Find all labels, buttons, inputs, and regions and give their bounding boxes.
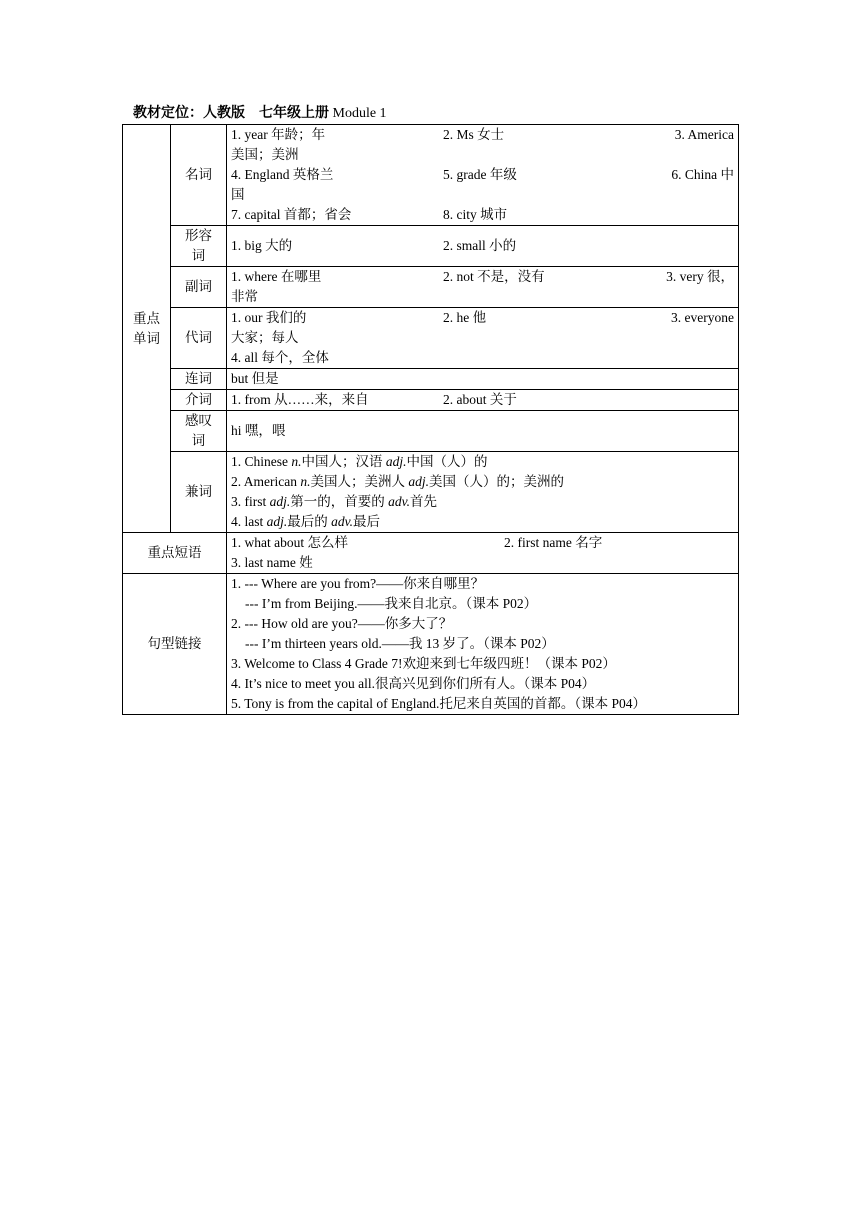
adj-category: 形容词 — [171, 226, 227, 267]
prep-category: 介词 — [171, 390, 227, 411]
sentence-line: 1. --- Where are you from?——你来自哪里？ — [231, 576, 485, 591]
interj-category: 感叹词 — [171, 411, 227, 452]
conj-category: 连词 — [171, 369, 227, 390]
noun-item: 4. England 英格兰 — [231, 167, 334, 182]
phrases-row — [123, 533, 739, 574]
phrase-item: 3. last name 姓 — [231, 555, 313, 570]
pron-item: 4. all 每个，全体 — [231, 350, 329, 365]
prep-item: 2. about 关于 — [443, 392, 517, 407]
document-header — [133, 104, 387, 124]
adj-item: 1. big 大的 — [231, 238, 293, 253]
adv-item: 1. where 在哪里 — [231, 269, 322, 284]
nouns-line-1 — [231, 125, 734, 145]
multi-cell — [227, 452, 739, 533]
adj-item: 2. small 小的 — [443, 238, 517, 253]
noun-item: 6. China 中 — [671, 167, 734, 182]
noun-item: 7. capital 首都；省会 — [231, 207, 352, 222]
vocab-label: 重点单词 — [123, 125, 171, 533]
interj-row — [123, 411, 739, 452]
noun-item-wrap: 国 — [231, 187, 245, 202]
adv-row — [123, 267, 739, 308]
pron-item: 3. everyone — [671, 310, 734, 325]
multi-item: 3. first adj.第一的，首要的 adv.首先 — [231, 494, 438, 509]
phrase-item: 1. what about 怎么样 — [231, 535, 348, 550]
phrases-cell — [227, 533, 739, 574]
conj-row — [123, 369, 739, 390]
sentence-line: 3. Welcome to Class 4 Grade 7!欢迎来到七年级四班！（课本 P02） — [231, 656, 616, 671]
pron-item-wrap: 大家；每人 — [231, 330, 299, 345]
multi-item: 4. last adj.最后的 adv.最后 — [231, 514, 381, 529]
pron-category: 代词 — [171, 308, 227, 369]
nouns-category: 名词 — [171, 125, 227, 226]
header-textbook-info: 教材定位：人教版 七年级上册 — [133, 106, 329, 121]
sentences-label: 句型链接 — [123, 574, 227, 715]
pron-item: 2. he 他 — [443, 310, 487, 325]
multi-row — [123, 452, 739, 533]
adv-item-wrap: 非常 — [231, 289, 258, 304]
vocab-table — [122, 124, 739, 715]
noun-item: 8. city 城市 — [443, 207, 508, 222]
adj-row — [123, 226, 739, 267]
noun-item: 1. year 年龄；年 — [231, 127, 326, 142]
nouns-row — [123, 125, 739, 226]
header-module: Module 1 — [332, 106, 387, 121]
pron-cell — [227, 308, 739, 369]
noun-item: 3. America — [674, 127, 734, 142]
prep-row — [123, 390, 739, 411]
interj-item: hi 嘿，喂 — [227, 411, 739, 452]
nouns-line-2 — [231, 165, 734, 185]
adj-cell — [227, 226, 739, 267]
multi-item: 2. American n.美国人；美洲人 adj.美国（人）的；美洲的 — [231, 474, 564, 489]
sentence-line: 4. It’s nice to meet you all.很高兴见到你们所有人。（课本 P04） — [231, 676, 596, 691]
sentences-cell — [227, 574, 739, 715]
sentence-line: --- I’m thirteen years old.——我 13 岁了。（课本 P02） — [245, 636, 555, 651]
sentence-line: 2. --- How old are you?——你多大了？ — [231, 616, 453, 631]
conj-item: but 但是 — [227, 369, 739, 390]
sentence-line: 5. Tony is from the capital of England.托尼来自英国的首都。（课本 P04） — [231, 696, 647, 711]
nouns-line-3 — [231, 205, 734, 225]
sentence-line: --- I’m from Beijing.——我来自北京。（课本 P02） — [245, 596, 538, 611]
adv-category: 副词 — [171, 267, 227, 308]
noun-item: 2. Ms 女士 — [443, 127, 505, 142]
multi-item: 1. Chinese n.中国人；汉语 adj.中国（人）的 — [231, 454, 488, 469]
phrases-label: 重点短语 — [123, 533, 227, 574]
pron-item: 1. our 我们的 — [231, 310, 307, 325]
prep-item: 1. from 从……来，来自 — [231, 392, 369, 407]
phrase-item: 2. first name 名字 — [504, 535, 603, 550]
pron-row — [123, 308, 739, 369]
adv-item: 2. not 不是，没有 — [443, 269, 545, 284]
adv-cell — [227, 267, 739, 308]
multi-category: 兼词 — [171, 452, 227, 533]
noun-item: 5. grade 年级 — [443, 167, 517, 182]
prep-cell — [227, 390, 739, 411]
noun-item — [655, 205, 734, 225]
adv-item: 3. very 很， — [666, 269, 734, 284]
nouns-cell — [227, 125, 739, 226]
sentences-row — [123, 574, 739, 715]
noun-item-wrap: 美国；美洲 — [231, 147, 299, 162]
